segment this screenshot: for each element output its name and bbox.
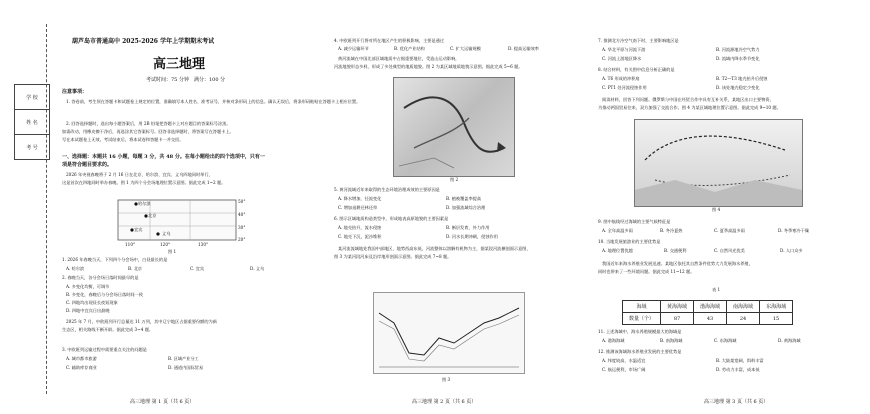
table-cell: 15 <box>760 313 793 325</box>
q3-option-b: B. 区域产业分工 <box>168 356 199 361</box>
notes-title: 注意事项： <box>62 89 88 95</box>
q9-option-c: C. 夏季高温多雨 <box>714 228 745 233</box>
q2-option-a: A. 多变化均衡，可调节 <box>66 284 110 289</box>
q11-option-a: A. 渤海海域 <box>602 338 625 343</box>
q7-option-c: C. 河流上游地区降水 <box>602 56 642 61</box>
q1-stem: 1. 2026 年春晚当天，下列四个分会场中，白昼最长的是 <box>62 257 168 262</box>
q12-option-b: B. 大陆架宽阔，饵料丰富 <box>716 358 764 363</box>
fig1-city-yibin: 宜宾 <box>134 227 143 232</box>
info-exam-number: 考 号 <box>26 144 38 151</box>
info-school: 学 校 <box>15 85 49 110</box>
q6-option-d: D. 河水长期冲刷，侵蚀作用 <box>446 234 498 239</box>
passage-2-line-1: 2025 年 7 月，中欧班列开行总量达 11 万列，其中辽宁地区占据重要份额的为新 <box>66 319 217 324</box>
q6-option-b: B. 断层发育，外力作用 <box>446 225 490 230</box>
q9-option-d: D. 冬季寒冷干燥 <box>778 228 809 233</box>
c2-passage-line-2: 河流地貌形态多样，形成了多处典型的地质地貌。图 2 为某区域地质地貌示意图。据此完成 5~6 题。 <box>334 64 523 69</box>
q5-stem: 5. 黄河流域近年来取得的生态环境治理成效的主要原因是 <box>334 187 440 192</box>
q5-option-a: A. 降水增加，径流变化 <box>338 196 382 201</box>
q4-option-d: D. 提高运输效率 <box>508 46 539 51</box>
table-header-cell: 南海海域 <box>727 301 760 313</box>
q10-stem: 10. 当地发展旅游业的主要优势是 <box>598 239 661 244</box>
table-row <box>623 313 793 325</box>
q10-option-d: D. 人口众多 <box>780 248 803 253</box>
q12-option-d: D. 劳动力丰富，成本低 <box>716 367 760 372</box>
q11-option-c: C. 东海海域 <box>714 338 737 343</box>
q8-stem: 8. 结合材料，有关图中信息分析正确的是 <box>598 67 675 72</box>
q8-option-b: B. T2—T3 地壳抬升后侵蚀 <box>716 76 768 81</box>
q11-option-d: D. 黄海海域 <box>778 338 801 343</box>
q2-option-b: B. 多变化，春晚后与分会场日落时间一致 <box>66 292 143 297</box>
q4-stem: 4. 中欧班列开行将对所在地区产生的积极影响，主要是通过 <box>334 38 445 43</box>
fig1-city-harbin: 哈尔滨 <box>138 201 151 206</box>
passage-1-line-1: 2026 年央视春晚将于 2 月 16 日在北京、哈尔滨、宜宾、义乌四地同时举行， <box>66 172 213 177</box>
figure-2-terrain-map <box>393 77 515 177</box>
fig2-label: 图 2 <box>450 177 459 182</box>
table-header-cell: 渤海海域 <box>694 301 727 313</box>
figure-4-route-map <box>634 119 803 207</box>
q6-option-a: A. 地壳抬升，流水侵蚀 <box>338 225 382 230</box>
c3-passage-line-2: 为推动两国贸易往来，双方加强了交流合作。图 4 为某区域地理位置示意图。据此完成 9~10 题。 <box>598 105 781 110</box>
q1-option-d: D. 义乌 <box>250 266 265 271</box>
table-header-cell: 黄海海域 <box>661 301 694 313</box>
q4-option-c: C. 扩大运输规模 <box>450 46 481 51</box>
figure-4-route-lines <box>635 120 802 206</box>
q7-option-d: D. 流域内降水季节变化 <box>716 56 760 61</box>
table-header-cell: 海域 <box>623 301 661 313</box>
subject-title: 高三地理 <box>153 57 206 72</box>
student-info-box <box>14 84 50 160</box>
q7-option-a: A. 华北平原与河流下游 <box>602 47 646 52</box>
exam-meta: 考试时间：75 分钟 满分：100 分 <box>146 77 226 83</box>
q2-stem: 2. 春晚当天，各分会场日落时间最早的是 <box>62 275 139 280</box>
q9-option-a: A. 全年高温多雨 <box>602 228 633 233</box>
table-1-label: 表 1 <box>712 287 721 292</box>
q4-option-a: A. 减少运输环节 <box>338 46 369 51</box>
figure-3-profile <box>373 292 525 374</box>
figure-2-river-arrows <box>394 78 514 176</box>
c2-passage2-line-1: 某河流流域地处我国中部地区，地势西高东低，河流整体以溶解有机物为主，据某段河流横剖面示意图， <box>338 246 531 251</box>
fig1-tick-y-1: 50° <box>238 199 246 204</box>
q12-option-a: A. 纬度较高，水温适宜 <box>602 358 646 363</box>
q11-option-b: B. 南海海域 <box>660 338 683 343</box>
fig4-label: 图 4 <box>712 207 721 212</box>
footer-page-1: 高三地理 第 1 页（共 6 页） <box>130 399 195 405</box>
fig3-label: 图 3 <box>442 377 451 382</box>
fig1-tick-x-1: 110° <box>125 242 136 247</box>
footer-page-2: 高三地理 第 2 页（共 6 页） <box>412 399 477 405</box>
table-cell: 43 <box>694 313 727 325</box>
c3-passage2-line-2: 同时也带来了一些环境问题。据此完成 11~12 题。 <box>598 269 695 274</box>
q10-option-b: B. 交通便利 <box>664 248 687 253</box>
fig1-tick-y-3: 30° <box>238 225 246 230</box>
q10-option-c: C. 自然风光优美 <box>714 248 745 253</box>
section1-heading-2: 项是符合题目要求的。 <box>62 162 113 168</box>
q5-option-c: C. 增加退耕还林还草 <box>338 205 378 210</box>
q11-stem: 11. 上述海域中，海水养殖规模最大的海域是 <box>598 329 682 334</box>
q3-stem: 3. 中欧班列运输过程中需要重点关注的问题是 <box>62 347 147 352</box>
q9-option-b: B. 冬冷夏热 <box>660 228 683 233</box>
c2-passage2-line-2: 图 3 为某河段河床及沿岸地形剖面示意图。据此完成 7~8 题。 <box>334 254 452 259</box>
q8-option-c: C. PT1 处河流侵蚀作用 <box>602 85 647 90</box>
passage-1-line-2: 这是首次在四地同时举办春晚。图 1 为四个分会场地理位置示意图。据此完成 1~2 题。 <box>62 180 226 185</box>
fig1-city-yiwu: 义乌 <box>162 231 171 236</box>
q12-option-c: C. 航运便利，市场广阔 <box>602 367 646 372</box>
q3-option-a: A. 城市都市旅游 <box>66 356 97 361</box>
q4-option-b: B. 优化产业结构 <box>394 46 425 51</box>
binding-line <box>46 24 47 394</box>
table-cell: 24 <box>727 313 760 325</box>
fig1-label: 图 1 <box>168 249 177 254</box>
c3-passage-line-1: 阅读材料，回答下列问题。俄罗斯与中国在经贸合作中具有互补关系，某地区出口主要物资， <box>602 97 774 102</box>
fig1-tick-x-3: 130° <box>198 242 209 247</box>
section1-heading: 一、选择题：本题共 16 小题，每题 3 分，共 48 分。在每小题给出的四个选项中，只有一 <box>62 154 265 160</box>
q6-stem: 6. 图示区域地质构造类型中，形成地表高原地貌的主要因素是 <box>334 216 449 221</box>
table-cell: 数量（个） <box>623 313 661 325</box>
q8-option-a: A. T6 形成的冲积扇 <box>602 76 640 81</box>
table-cell: 87 <box>661 313 694 325</box>
q3-option-c: C. 辅助库存商业 <box>66 365 97 370</box>
info-name: 姓 名 <box>15 110 49 135</box>
c3-passage2-line-1: 我国近年来海水养殖业发展迅速。某地区依托其自然条件优势大力发展海水养殖， <box>602 261 753 266</box>
c2-passage-line-1: 黄河流域在中国北部区域地质中占据重要地位，受造山运动影响， <box>338 56 460 61</box>
table-1 <box>622 300 793 325</box>
fig1-tick-y-2: 40° <box>238 212 246 217</box>
q1-option-c: C. 宜宾 <box>190 266 205 271</box>
q3-option-d: D. 通道内国际贸易 <box>168 365 204 370</box>
note-4: 写在本试题卷上无效。考试结束后，将本试卷和答题卡一并交回。 <box>62 137 184 142</box>
q1-option-b: B. 北京 <box>128 266 143 271</box>
q2-option-d: D. 四地中宜宾日出最晚 <box>66 308 110 313</box>
q7-stem: 7. 推测北方冷空气南下时，主要影响地区是 <box>598 38 679 43</box>
note-3: 如需改动，用橡皮擦干净后，再选涂其它答案标号。回答非选择题时，将答案写在答题卡上。 <box>62 129 234 134</box>
exam-title: 葫芦岛市普通高中 2025-2026 学年上学期期末考试 <box>72 38 215 45</box>
figure-3-profile-lines <box>374 293 524 373</box>
table-header-row <box>623 301 793 313</box>
q5-option-d: D. 加强流域综合治理 <box>446 205 486 210</box>
table-header-cell: 东海海域 <box>760 301 793 313</box>
q12-stem: 12. 推测该海域海水养殖业发展的主要优势是 <box>598 349 682 354</box>
q5-option-b: B. 植被覆盖率提高 <box>446 196 482 201</box>
q9-stem: 9. 图中航线经过海域的主要气候特征是 <box>598 219 671 224</box>
q1-option-a: A. 哈尔滨 <box>66 266 85 271</box>
q6-option-c: C. 地壳下沉，泥沙堆积 <box>338 234 382 239</box>
passage-2-line-2: 生态区，相关路线不断开辟。据此完成 3~4 题。 <box>62 327 154 332</box>
q2-option-c: C. 四地均出现昼长夜短现象 <box>66 300 118 305</box>
fig1-tick-x-2: 120° <box>160 242 171 247</box>
note-1: 1. 答卷前，考生须在答题卡和试题卷上规定的位置，准确填写本人姓名、准考证号，并核对条形码上的信息。确认无误后，将条形码粘贴在答题卡上相应位置。 <box>66 99 361 104</box>
q8-option-d: D. 该处地壳稳定少变化 <box>716 85 760 90</box>
fig1-city-beijing: 北京 <box>148 213 157 218</box>
note-2: 2. 回答选择题时，选出每小题答案后，用 2B 铅笔把答题卡上对应题目的答案标号涂黑。 <box>66 121 231 126</box>
footer-page-3: 高三地理 第 3 页（共 6 页） <box>704 399 769 405</box>
q10-option-a: A. 地理位置优越 <box>602 248 633 253</box>
q7-option-b: B. 河流源地冷空气势力 <box>716 47 760 52</box>
fig1-tick-y-4: 20° <box>238 237 246 242</box>
